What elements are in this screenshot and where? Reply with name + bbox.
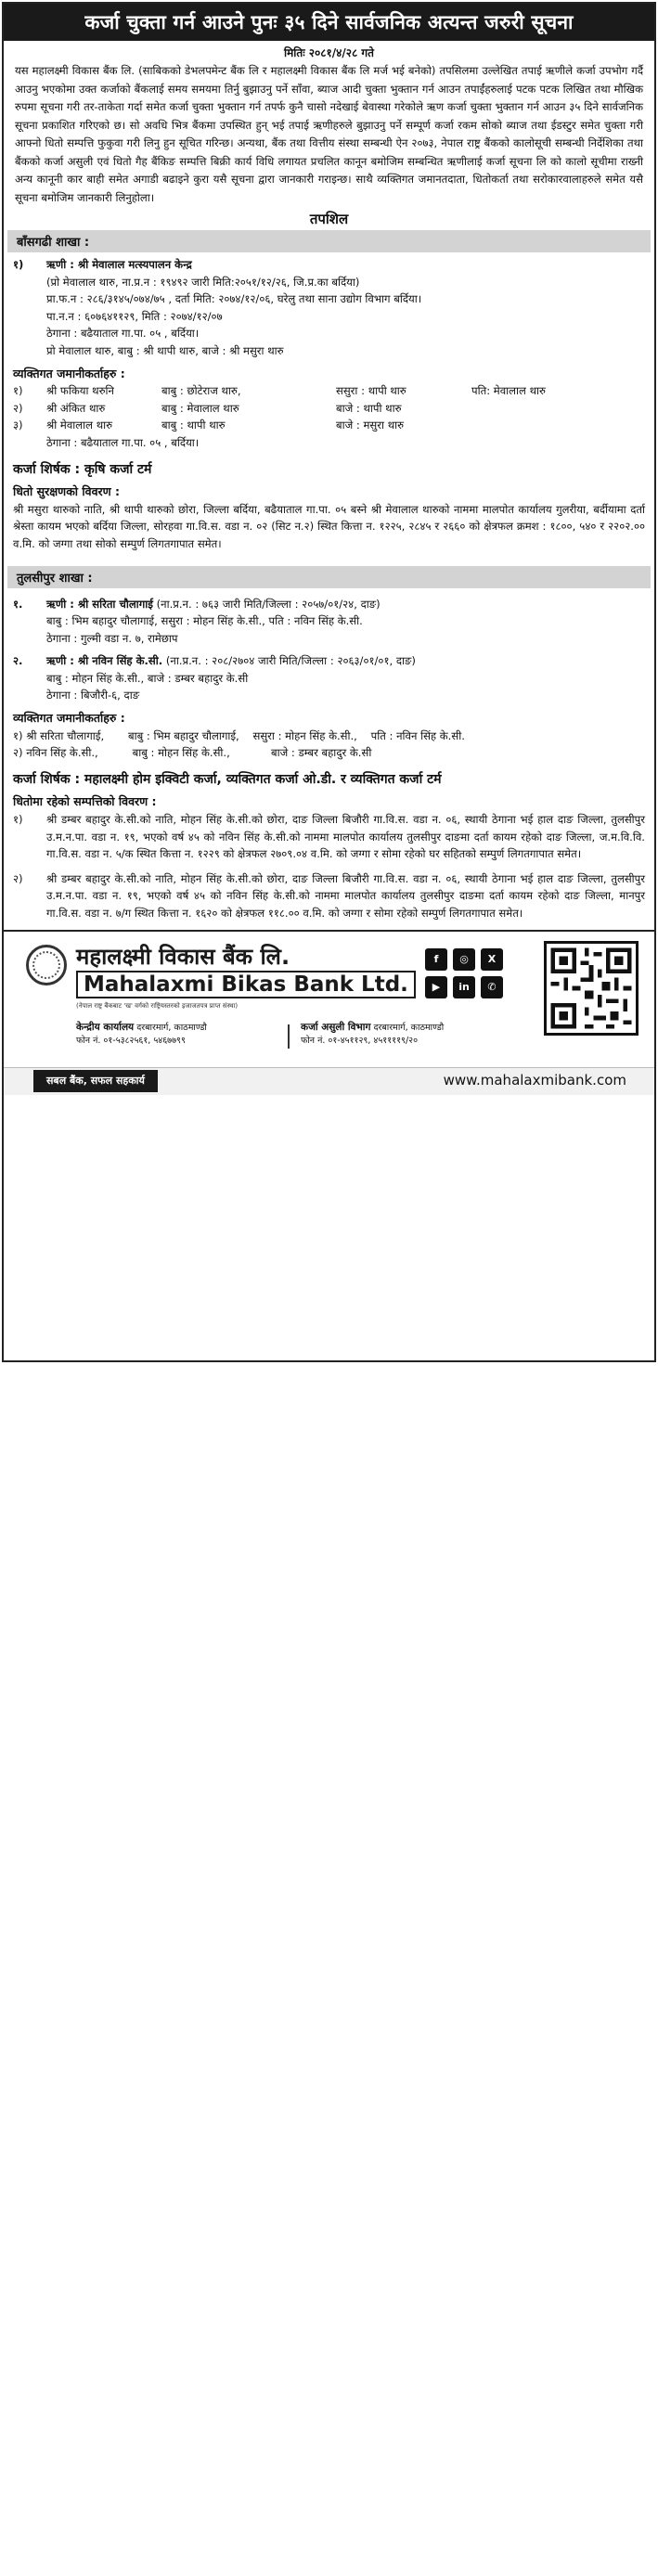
branch-section-bansgadhi xyxy=(4,256,654,553)
bank-slogan: सबल बैंक, सफल सहकार्य xyxy=(33,1070,158,1092)
borrower-name: ऋणी : श्री सरिता चौलागाई xyxy=(46,597,153,611)
collateral-heading: धितोमा रहेको सम्पत्तिको विवरण : xyxy=(13,794,157,809)
guarantor-relative: ससुरा : थापी थारु xyxy=(336,384,406,398)
office-phone: फोन नं. ०१-५३८२५६१, ५४६७७९९ xyxy=(76,1035,186,1046)
guarantor-number: ३) xyxy=(13,419,23,432)
bank-footer xyxy=(4,932,654,1095)
linkedin-icon[interactable]: in xyxy=(453,976,475,998)
guarantors-heading: व्यक्तिगत जमानीकर्ताहरु : xyxy=(13,366,125,380)
borrower-detail: (प्रो मेवालाल थारु, ना.प्र.न : १९४९२ जारी मिति:२०५१/१२/२६, जि.प्र.का बर्दिया) xyxy=(46,275,360,289)
guarantor-father: बाबु : मेवालाल थारु xyxy=(161,401,239,415)
borrower-name: ऋणी : श्री नविन सिंह के.सी. xyxy=(46,654,163,668)
office-phone: फोन नं. ०१-४५११२९, ४५११११९/२० xyxy=(301,1035,419,1046)
branch-heading-tulsipur: तुलसीपुर शाखा : xyxy=(7,566,651,588)
footer-strip xyxy=(4,1067,654,1095)
collateral-detail: श्री डम्बर बहादुर के.सी.को नाति, मोहन सिंह के.सी.को छोरा, दाङ जिल्ला बिजौरी गा.वि.स. वडा न. ०६, स्थायी ठेगाना भई हाल दाङ जिल्ला, तुलसीपुर उ.म.न.पा. वडा न. १९, भएको वर्ष ४५ को नविन सिंह के.सी.को नाममा मालपोत कार्यालय तुलसीपुर दाङमा दर्ता कायम रहेको दाङ जिल्ला, ज.म.वि.वि. गा.वि.स. वडा न. ५/क स्थित कित्ता न. १२२९ को क्षेत्रफल २७०९.०४ व.मि. को जग्गा र सोमा रहेको घर सहितको सम्पुर्ण लिगतगापात समेत। xyxy=(46,813,645,861)
loan-title: कर्जा शिर्षक : महालक्ष्मी होम इक्विटी कर्जा, व्यक्तिगत कर्जा ओ.डी. र व्यक्तिगत कर्जा टर्म xyxy=(13,771,442,787)
borrower-id: (ना.प्र.न. : ७६३ जारी मिति/जिल्ला : २०५७/०१/२४, दाङ) xyxy=(156,597,381,611)
collateral-number: १) xyxy=(13,813,23,827)
collateral-detail: श्री मसुरा थारुको नाति, श्री थापी थारुको छोरा, जिल्ला बर्दिया, बढैयाताल गा.पा. ०५ बस्ने श्री मेवालाल थारुको नाममा मालपोत कार्यालय गुलरीया, बर्दीयामा दर्ता श्रेस्ता कायम भएको बर्दिया जिल्ला, सोरहवा गा.वि.स. वडा न. ०२ (सिट न.२) स्थित कित्ता न. १२२५, २८४५ र २६६० को क्षेत्रफल क्रमश : १८००, ५४० र २२०२.०० व.मि. को जग्गा तथा सोको सम्पुर्ण लिगतगापात समेत। xyxy=(13,502,645,550)
guarantor-name: श्री फकिया थरुनि xyxy=(46,384,114,398)
x-icon[interactable]: X xyxy=(481,948,503,971)
borrower-detail: बाबु : भिम बहादुर चौलागाई, ससुरा : मोहन सिंह के.सी., पति : नविन सिंह के.सी. xyxy=(46,614,363,628)
guarantor-row xyxy=(13,417,645,434)
notice-banner: कर्जा चुक्ता गर्न आउने पुनः ३५ दिने सार्वजनिक अत्यन्त जरुरी सूचना xyxy=(4,4,654,41)
collateral-number: २) xyxy=(13,871,23,885)
website-link[interactable]: www.mahalaxmibank.com xyxy=(443,1071,626,1088)
viber-icon[interactable]: ✆ xyxy=(481,976,503,998)
guarantors-heading: व्यक्तिगत जमानीकर्ताहरु : xyxy=(13,711,125,726)
guarantor-row xyxy=(13,400,645,418)
notice-intro: यस महालक्ष्मी विकास बैंक लि. (साबिकको डेभलपमेन्ट बैंक लि र महालक्ष्मी विकास बैंक लि मर्ज भई बनेको) तपसिलमा उल्लेखित तपाई ऋणीले कर्जा उपभोग गर्दै आउनु भएकोमा उक्त कर्जाको बैंकलाई समय समयमा तिर्नु बुझाउनु पर्ने साँवा, ब्याज आदी चुक्ता भुक्तान गर्न आउन तपाईंहरुलाई पटक पटक लिखित तथा मौखिक रुपमा सूचना गरी तर-ताकेता गर्दा समेत कर्जा चुक्ता भुक्तान गर्न तपर्फ कुनै चासो नदेखाई बेवास्था गरेकोले ऋण कर्जा चुक्ता भुक्तान गर्न आउन ३५ दिने सार्वजनिक सूचना प्रकाशित गरिएको छ। सो अवधि भित्र बैंकमा उपस्थित हुन् भई तपाई ऋणीहरुले बुझाउनु पर्ने सम्पूर्ण कर्जा रकम सोको ब्याज तथा ईडस्टुर समेत चुक्ता गरी आफ्नो धितो सम्पत्ति फुकुवा गरी लिनु हुन सूचित गरिन्छ। अन्यथा, बैंक तथा वित्तीय संस्था सम्बन्धी ऐन २०७३, नेपाल राष्ट्र बैंकको कालोसूची सम्बन्धी निर्देशिका तथा बैंकको कर्जा असुली एवं धितो गैह बैंकिङ सम्पत्ति बिक्री कार्य विधि लगायत प्रचलित कानून बमोजिम सम्बन्धित ऋणीलाई कर्जा सूचना लि को कालो सूचीमा राख्नी अन्य कानूनी कार बाही समेत अगाडी बढाइने कुरा यसै सूचना द्वारा जानकारी गराइन्छ। साथै व्यक्तिगत जमानतदाता, धितोकर्ता तथा सरोकारवालाहरुले समेत यसै सूचना बमोजिम जानकारी लिनुहोला। xyxy=(15,64,643,204)
office-divider xyxy=(288,1024,290,1049)
bank-caption: (नेपाल राष्ट्र बैंकबाट 'ख' वर्गको राष्ट्रियस्तरको इजाजतपत्र प्राप्त संस्था) xyxy=(76,1001,239,1010)
borrower-detail: पा.न.न : ६०७६४११२९, मिति : २०७४/१२/०७ xyxy=(46,309,223,323)
borrower-detail: ठेगाना : बढैयाताल गा.पा. ०५ , बर्दिया। xyxy=(46,327,200,341)
instagram-icon[interactable]: ◎ xyxy=(453,948,475,971)
guarantor-name: श्री अंकित थारु xyxy=(46,401,106,415)
guarantor-name: श्री मेवालाल थारु xyxy=(46,419,113,432)
borrower-name: ऋणी : श्री मेवालाल मत्स्यपालन केन्द्र xyxy=(46,258,192,271)
facebook-icon[interactable]: f xyxy=(425,948,447,971)
borrower-detail: ठेगाना : बिजौरी-६, दाङ xyxy=(46,689,140,702)
details-heading: तपशिल xyxy=(309,211,349,227)
borrower-detail: प्रा.फ.न : २८६/३१४५/०७४/७५ , दर्ता मिति: २०७४/१२/०६, घरेलु तथा साना उद्योग विभाग बर्दिया। xyxy=(46,292,422,306)
borrower-detail: ठेगाना : गुल्मी वडा न. ७, रामेछाप xyxy=(46,631,178,645)
youtube-icon[interactable]: ▶ xyxy=(425,976,447,998)
notice-date: मितिः २०८१/४/२८ गते xyxy=(283,46,375,59)
recovery-office xyxy=(301,1021,444,1048)
borrower-number: १. xyxy=(13,597,23,611)
qr-code-icon[interactable] xyxy=(544,941,639,1036)
bank-name-nepali: महालक्ष्मी विकास बैंक लि. xyxy=(76,943,290,970)
guarantor-relative: बाजे : मसुरा थारु xyxy=(336,419,405,432)
public-notice xyxy=(2,2,656,1362)
guarantor-number: १) xyxy=(13,384,23,398)
office-address: दरबारमार्ग, काठमाण्डौ xyxy=(373,1022,445,1033)
loan-title: कर्जा शिर्षक : कृषि कर्जा टर्म xyxy=(13,461,152,477)
guarantor-row xyxy=(13,382,645,400)
guarantor-relative: बाजे : थापी थारु xyxy=(336,401,402,415)
borrower-detail: बाबु : मोहन सिंह के.सी., बाजे : डम्बर बहादुर के.सी xyxy=(46,671,249,685)
bank-logo-icon xyxy=(26,945,67,985)
guarantor-father: बाबु : थापी थारु xyxy=(161,419,226,432)
guarantor-father: बाबु : छोटेराज थारु, xyxy=(161,384,241,398)
borrower-number: १) xyxy=(13,258,24,271)
borrower-id: (ना.प्र.न. : २०८/२७०४ जारी मिति/जिल्ला : २०६३/०१/०१, दाङ) xyxy=(165,654,416,668)
borrower-detail: प्रो मेवालाल थारु, बाबु : श्री थापी थारु, बाजे : श्री मसुरा थारु xyxy=(46,343,284,357)
branch-heading-bansgadhi: बाँसगढी शाखा : xyxy=(7,230,651,252)
branch-section-tulsipur xyxy=(4,596,654,922)
collateral-heading: धितो सुरक्षणको विवरण : xyxy=(13,484,121,499)
guarantor-address: ठेगाना : बढैयाताल गा.पा. ०५ , बर्दिया। xyxy=(46,435,200,449)
social-icons xyxy=(425,948,503,998)
central-office xyxy=(76,1021,207,1048)
collateral-detail: श्री डम्बर बहादुर के.सी.को नाति, मोहन सिंह के.सी.को छोरा, दाङ जिल्ला बिजौरी गा.वि.स. वडा न. ०६, स्थायी ठेगाना भई हाल दाङ जिल्ला, तुलसीपुर उ.म.न.पा. वडा न. १९, भएको वर्ष ४५ को नविन सिंह के.सी.को नाममा मालपोत कार्यालय तुलसीपुर दाङमा दर्ता कायम रहेको दाङ जिल्ला, मानपुर गा.वि.स. वडा न. ७/ग स्थित कित्ता न. १६२० को क्षेत्रफल ११८.०० व.मि. को जग्गा र सोमा रहेको सम्पुर्ण लिगतगापात समेत। xyxy=(46,871,645,920)
office-title: केन्द्रीय कार्यालय xyxy=(76,1021,135,1033)
office-address: दरबारमार्ग, काठमाण्डौ xyxy=(136,1022,207,1033)
borrower-number: २. xyxy=(13,654,23,668)
guarantor-spouse: पति: मेवालाल थारु xyxy=(471,384,546,398)
office-title: कर्जा असुली विभाग xyxy=(301,1021,371,1033)
guarantor-number: २) xyxy=(13,401,23,415)
guarantor-row: १) श्री सरिता चौलागाई, बाबु : भिम बहादुर चौलागाई, ससुरा : मोहन सिंह के.सी., पति : नविन सिंह के.सी. xyxy=(13,728,465,742)
guarantor-row: २) नविन सिंह के.सी., बाबु : मोहन सिंह के.सी., बाजे : डम्बर बहादुर के.सी xyxy=(13,746,372,760)
bank-name-english: Mahalaxmi Bikas Bank Ltd. xyxy=(76,971,416,998)
